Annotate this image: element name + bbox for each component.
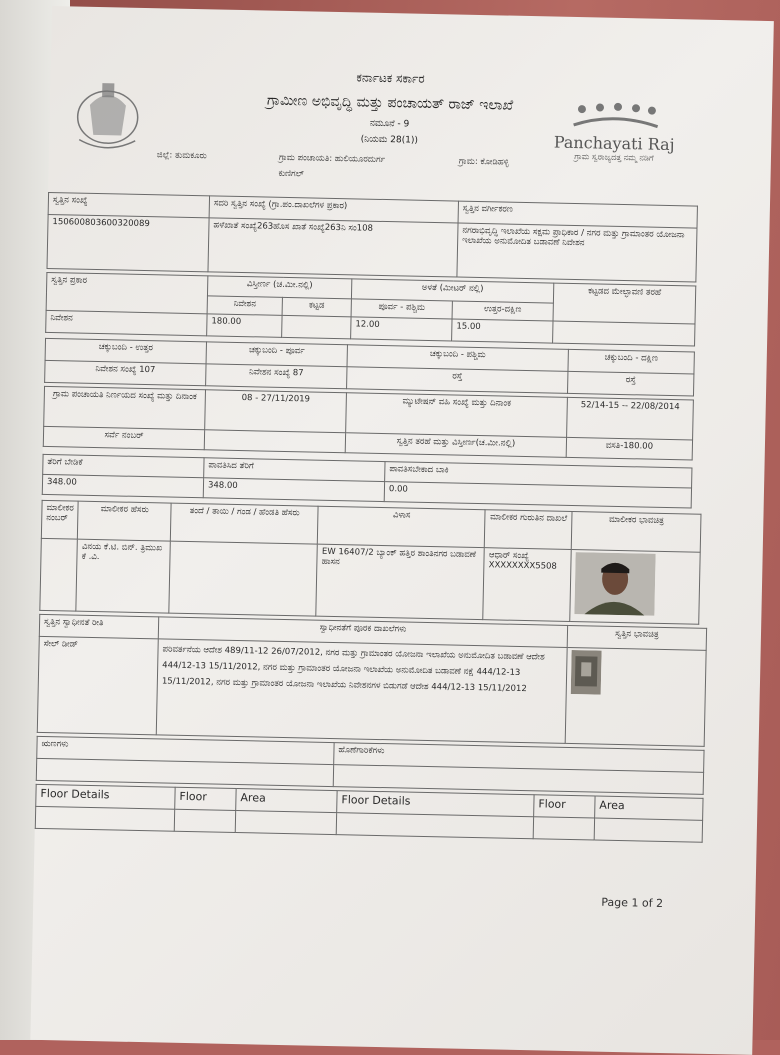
survey-no-label: ಸರ್ವೆ ನಂಬರ್ [43, 426, 204, 449]
village: ಗ್ರಾಮ: ಕೋಡಿಹಳ್ಳಿ [458, 156, 510, 168]
area-label: ವಿಸ್ತೀರ್ಣ (ಚ.ಮೀ.ನಲ್ಲಿ) [207, 276, 351, 299]
area-left: Area [236, 789, 337, 813]
possession-docs-label: ಸ್ವಾಧೀನತೆಗೆ ಪೂರಕ ದಾಖಲೆಗಳು [158, 617, 567, 648]
area-right: Area [595, 796, 703, 820]
dimensions-table [45, 272, 696, 347]
owner-sl-label: ಮಾಲೀಕರ ನಂಬರ್ [41, 500, 78, 539]
rights-label: ಋಣಗಳು [37, 736, 334, 764]
floor-left: Floor [175, 787, 236, 810]
west-label: ಚಕ್ಕುಬಂದಿ - ಪಶ್ಚಿಮ [347, 345, 568, 372]
decision-table [43, 386, 694, 461]
gram-panchayat: ಗ್ರಾಮ ಪಂಚಾಯತಿ: ಹುಲಿಯೂರದುರ್ಗ [278, 152, 386, 166]
site-label: ನಿವೇಶನ [207, 296, 282, 316]
measure-label: ಅಳತೆ (ಮೀಟರ್ ನಲ್ಲಿ) [351, 279, 553, 303]
demand-label: ತೆರಿಗೆ ಬೇಡಿಕೆ [43, 454, 204, 477]
mutation-value: 52/14-15 -- 22/08/2014 [567, 397, 694, 440]
decision-label: ಗ್ರಾಮ ಪಂಚಾಯತಿ ನಿರ್ಣಯದ ಸಂಖ್ಯೆ ಮತ್ತು ದಿನಾಂಕ [44, 386, 206, 429]
district: ಜಿಲ್ಲೆ: ತುಮಕೂರು [156, 150, 207, 162]
possession-mode-label: ಸ್ವತ್ತಿನ ಸ್ವಾಧೀನತೆ ರೀತಿ [39, 614, 158, 638]
karnataka-emblem-icon [59, 64, 161, 166]
tax-table [42, 454, 693, 509]
ns-value: 15.00 [452, 319, 553, 343]
north-label: ಚಕ್ಕುಬಂದಿ - ಉತ್ತರ [45, 338, 206, 363]
owner-table [39, 500, 701, 625]
owner-photo [575, 552, 656, 616]
possession-docs-value: ಪರಿವರ್ತನೆಯ ಆದೇಶ 489/11-12 26/07/2012, ನಗರ ಮತ್ತು ಗ್ರಾಮಾಂತರ ಯೋಜನಾ ಇಲಾಖೆಯ ಅನುಮೋದಿತ ಬಡಾವಣೆ ಆದೇಶ 444/12-13 15/11/2012, ನಗರ ಮತ್ತು ಗ್ರಾಮಾಂತರ ಯೋಜನಾ ಇಲಾಖೆಯ ಅನುಮೋದಿತ ಬಡಾವಣೆ ನಕ್ಷೆ 444/12-13 15/11/2012, ನಗರ ಮತ್ತು ಗ್ರಾಮಾಂತರ ಯೋಜನಾ ಇಲಾಖೆಯ ನಿವೇಶನಗಳ ಬಿಡುಗಡೆ ಆದೇಶ 444/12-13 15/11/2012 [156, 639, 567, 744]
owner-address: EW 16407/2 ಬ್ಯಾಂಕ್ ಹತ್ತಿರ ಶಾಂತಿನಗರ ಬಡಾವಣೆ ಹಾಸನ [316, 544, 484, 619]
ew-label: ಪೂರ್ವ - ಪಶ್ಚಿಮ [351, 299, 452, 319]
decision-value: 08 - 27/11/2019 [205, 390, 347, 433]
people-logo-icon [570, 101, 661, 131]
owner-id-label: ಮಾಲೀಕರ ಗುರುತಿನ ದಾಖಲೆ [485, 510, 573, 550]
header-department: ಗ್ರಾಮೀಣ ಅಭಿವೃದ್ಧಿ ಮತ್ತು ಪಂಚಾಯತ್ ರಾಜ್ ಇಲಾಖೆ [266, 92, 514, 114]
liabilities-label: ಹೊಣೆಗಾರಿಕೆಗಳು [334, 743, 704, 773]
prop-no-label: ಸ್ವತ್ತಿನ ಸಂಖ್ಯೆ [48, 192, 209, 217]
document-sheet [30, 6, 773, 1055]
owner-parent-label: ತಂದೆ / ತಾಯಿ / ಗಂಡ / ಹೆಂಡತಿ ಹೆಸರು [171, 503, 319, 544]
possession-table [37, 614, 707, 747]
property-photo [571, 650, 602, 695]
brand-name: Panchayati Raj [553, 132, 675, 155]
south-value: ರಸ್ತೆ [568, 371, 694, 396]
header-state: ಕರ್ನಾಟಕ ಸರ್ಕಾರ [356, 70, 425, 86]
panchayati-raj-logo [539, 100, 690, 164]
header-rule: (ನಿಯಮ 28(1)) [360, 134, 419, 146]
area-type-value: ವಸತಿ-180.00 [566, 437, 692, 460]
taluk: ಕುಣಿಗಲ್ [278, 168, 305, 180]
floor-details-right: Floor Details [337, 791, 534, 817]
header-form: ನಮೂನೆ - 9 [369, 118, 410, 130]
row-label: ನಿವೇಶನ [46, 310, 207, 335]
ns-label: ಉತ್ತರ-ದಕ್ಷಿಣ [452, 301, 553, 321]
brand-subtitle: ಗ್ರಾಮ ಸ್ವರಾಜ್ಯದತ್ತ ನಮ್ಮ ನಡಿಗೆ [574, 151, 654, 163]
prop-no-value: 150600803600320089 [47, 214, 209, 271]
ew-value: 12.00 [351, 317, 452, 341]
possession-photo-label: ಸ್ವತ್ತಿನ ಭಾವಚಿತ್ರ [567, 625, 706, 650]
due-label: ಪಾವತಿಸಬೇಕಾದ ಬಾಕಿ [385, 462, 692, 488]
area-type-label: ಸ್ವತ್ತಿನ ತರಹೆ ಮತ್ತು ವಿಸ್ತೀರ್ಣ(ಚ.ಮೀ.ನಲ್ಲಿ) [345, 433, 566, 458]
type-label: ಸ್ವತ್ತಿನ ಪ್ರಕಾರ [46, 272, 208, 313]
due-value: 0.00 [384, 482, 691, 508]
property-id-table [46, 192, 697, 283]
owner-id: ಆಧಾರ್ ಸಂಖ್ಯೆ XXXXXXXX5508 [483, 548, 571, 622]
class-value: ನಗರಾಭಿವೃದ್ಧಿ ಇಲಾಖೆಯ ಸಕ್ಷಮ ಪ್ರಾಧಿಕಾರ / ನಗರ ಮತ್ತು ಗ್ರಾಮಾಂತರ ಯೋಜನಾ ಇಲಾಖೆಯ ಅನುಮೋದಿತ ಬಡಾವಣೆ ನಿವೇಶನ [457, 223, 697, 282]
floor-details-left: Floor Details [36, 784, 175, 809]
building-label: ಕಟ್ಟಡದ ಮೇಲ್ಛಾವಣಿ ತರಹೆ [553, 283, 696, 324]
possession-mode-value: ಸೇಲ್ ಡೀಡ್ [37, 636, 158, 734]
site-area: 180.00 [207, 314, 282, 338]
class-label: ಸ್ವತ್ತಿನ ವರ್ಗೀಕರಣ [458, 201, 697, 228]
owner-photo-label: ಮಾಲೀಕರ ಭಾವಚಿತ್ರ [572, 512, 701, 553]
west-value: ರಸ್ತೆ [347, 367, 568, 394]
owner-name: ವಿನಯ ಕೆ.ಟಿ. ಬಿನ್. ತ್ರಿಮುಖ ಕೆ .ವಿ. [76, 539, 170, 613]
north-value: ನಿವೇಶನ ಸಂಖ್ಯೆ 107 [45, 360, 206, 385]
floor-right: Floor [534, 795, 595, 818]
mutation-label: ಮ್ಯುಟೇಷನ್ ವಹಿ ಸಂಖ್ಯೆ ಮತ್ತು ದಿನಾಂಕ [346, 393, 568, 438]
owner-address-label: ವಿಳಾಸ [318, 506, 486, 547]
east-value: ನಿವೇಶನ ಸಂಖ್ಯೆ 87 [206, 364, 347, 389]
paid-value: 348.00 [203, 478, 384, 502]
owner-name-label: ಮಾಲೀಕರ ಹೆಸರು [78, 501, 172, 541]
page-number: Page 1 of 2 [601, 895, 664, 910]
demand-value: 348.00 [42, 474, 203, 497]
east-label: ಚಕ್ಕುಬಂದಿ - ಪೂರ್ವ [206, 342, 347, 367]
bldg-label: ಕಟ್ಟಡ [282, 297, 351, 316]
survey-label: ಸದರಿ ಸ್ವತ್ತಿನ ಸಂಖ್ಯೆ (ಗ್ರಾ.ಪಂ.ದಾಖಲೆಗಳ ಪ್ರಕಾರ) [209, 196, 458, 223]
paid-label: ಪಾವತಿಸಿದ ತೆರಿಗೆ [204, 458, 385, 482]
survey-value: ಹಳೆಖಾತೆ ಸಂಖ್ಯೆ263ಹೊಸ ಖಾತೆ ಸಂಖ್ಯೆ263ನಿ ಸಂ108 [208, 218, 458, 277]
south-label: ಚಕ್ಕುಬಂದಿ - ದಕ್ಷಿಣ [568, 349, 694, 374]
